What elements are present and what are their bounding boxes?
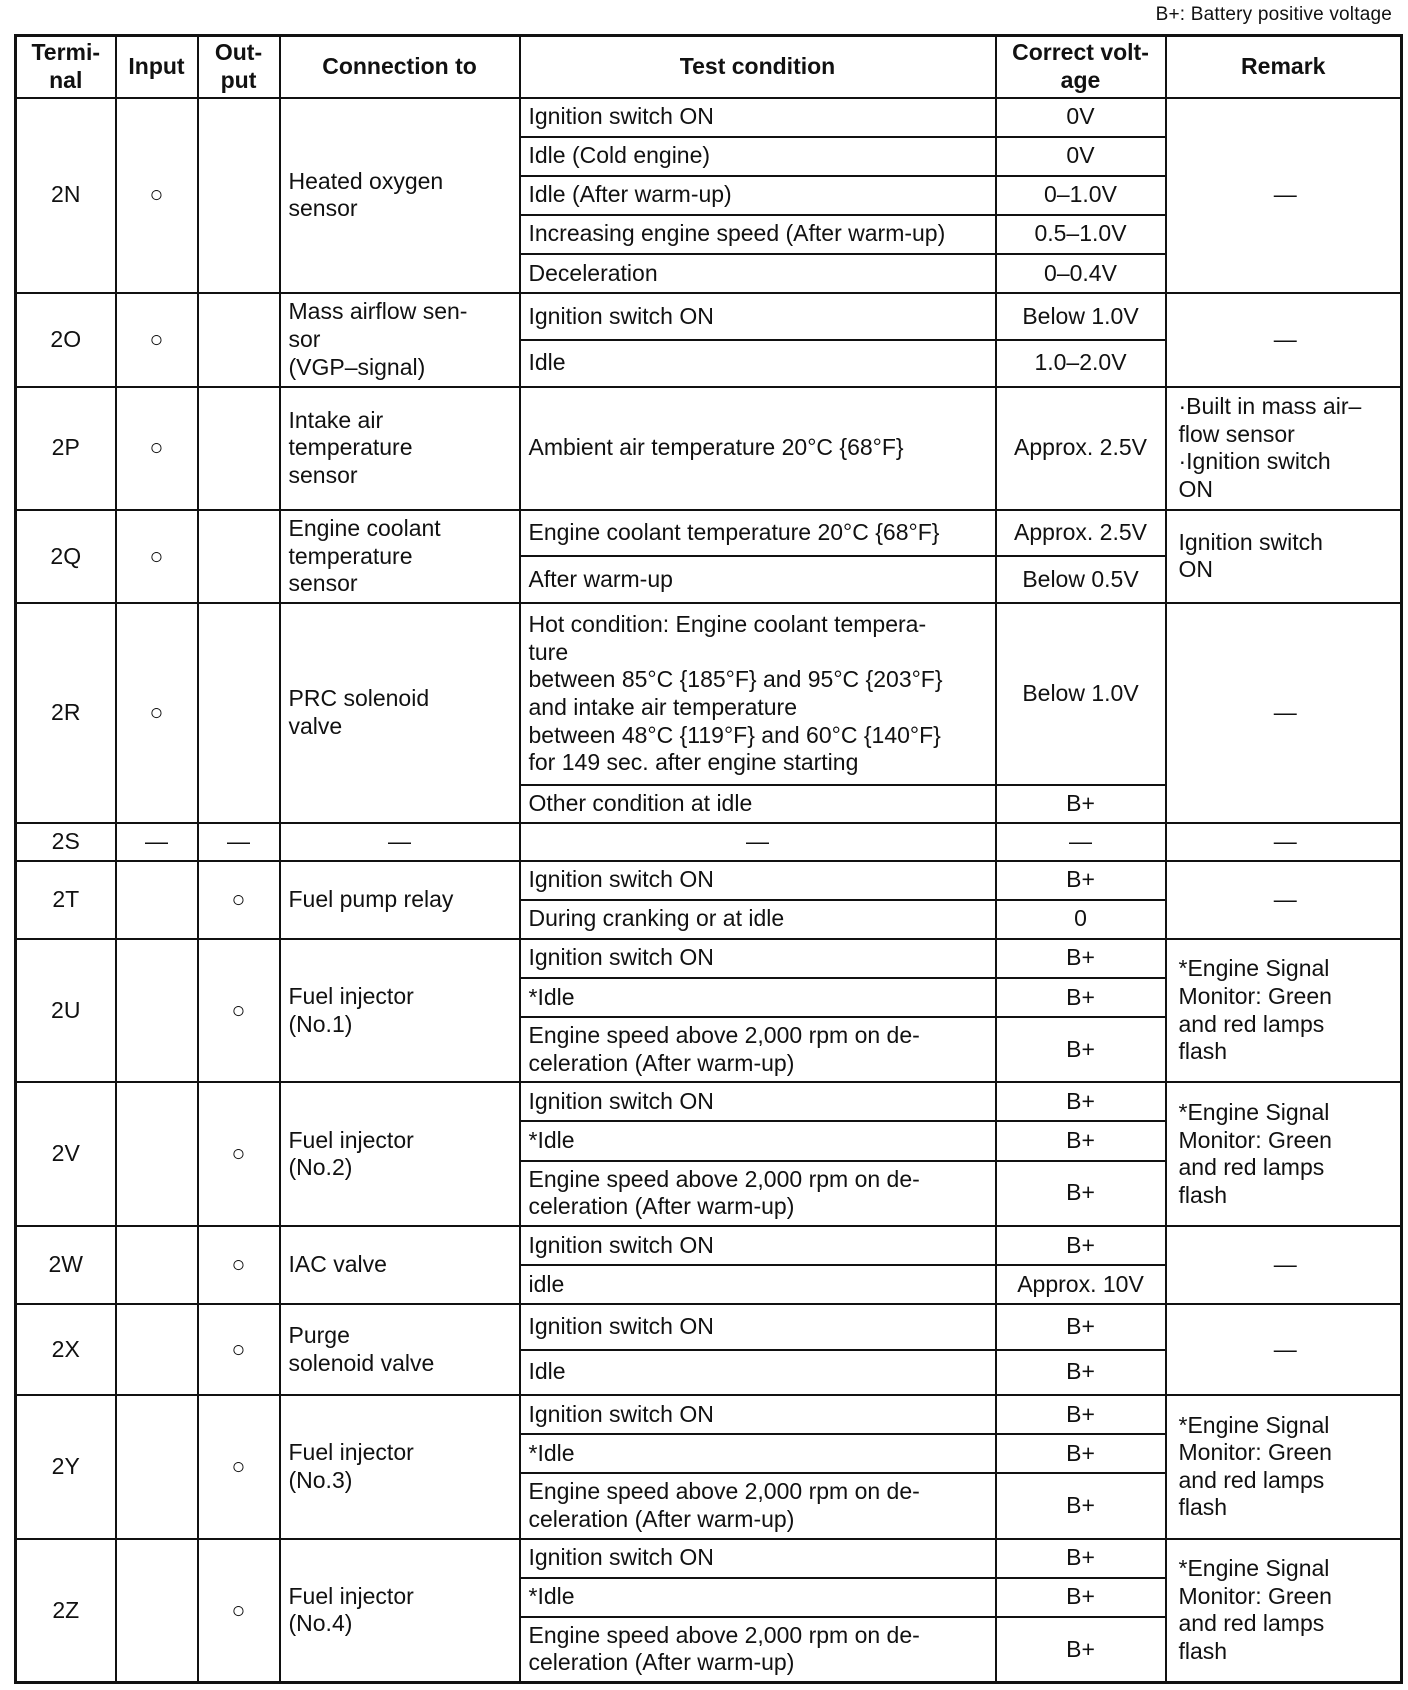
- remark-cell: —: [1166, 1226, 1402, 1304]
- terminal-voltage-table: [14, 34, 1403, 1684]
- test-condition: Ambient air temperature 20°C {68°F}: [520, 387, 996, 510]
- output-mark: ○: [198, 1395, 280, 1539]
- test-condition: Engine coolant temperature 20°C {68°F}: [520, 510, 996, 557]
- connection-cell: Fuel injector (No.1): [280, 939, 520, 1083]
- header-correct-voltage: Correct volt- age: [996, 36, 1166, 98]
- remark-cell: ·Built in mass air– flow sensor ·Ignition switch ON: [1166, 387, 1402, 510]
- legend-note: B+: Battery positive voltage: [1155, 4, 1392, 25]
- correct-voltage: B+: [996, 978, 1166, 1017]
- test-condition: Engine speed above 2,000 rpm on de- celeration (After warm-up): [520, 1017, 996, 1082]
- test-condition: During cranking or at idle: [520, 900, 996, 939]
- input-mark: —: [116, 823, 198, 861]
- test-condition: idle: [520, 1265, 996, 1304]
- remark-cell: Ignition switch ON: [1166, 510, 1402, 604]
- remark-cell: —: [1166, 293, 1402, 387]
- input-mark: ○: [116, 510, 198, 604]
- remark-cell: —: [1166, 603, 1402, 822]
- test-condition: Ignition switch ON: [520, 1304, 996, 1349]
- correct-voltage: B+: [996, 1304, 1166, 1349]
- connection-cell: Engine coolant temperature sensor: [280, 510, 520, 604]
- correct-voltage: B+: [996, 1395, 1166, 1434]
- connection-cell: PRC solenoid valve: [280, 603, 520, 822]
- input-mark: [116, 1082, 198, 1226]
- test-condition: Ignition switch ON: [520, 98, 996, 137]
- test-condition: After warm-up: [520, 556, 996, 603]
- table-row: [16, 1082, 1402, 1121]
- terminal-cell: 2T: [16, 861, 116, 939]
- correct-voltage: —: [996, 823, 1166, 861]
- correct-voltage: Below 1.0V: [996, 293, 1166, 340]
- correct-voltage: B+: [996, 1434, 1166, 1473]
- input-mark: ○: [116, 98, 198, 293]
- correct-voltage: 0–1.0V: [996, 176, 1166, 215]
- input-mark: [116, 861, 198, 939]
- remark-cell: *Engine Signal Monitor: Green and red lamps flash: [1166, 1395, 1402, 1539]
- terminal-cell: 2Z: [16, 1539, 116, 1683]
- test-condition: *Idle: [520, 1578, 996, 1617]
- output-mark: ○: [198, 1226, 280, 1304]
- terminal-cell: 2Y: [16, 1395, 116, 1539]
- correct-voltage: B+: [996, 861, 1166, 900]
- test-condition: Increasing engine speed (After warm-up): [520, 215, 996, 254]
- table-row: [16, 98, 1402, 137]
- correct-voltage: B+: [996, 1578, 1166, 1617]
- header-remark: Remark: [1166, 36, 1402, 98]
- correct-voltage: B+: [996, 1121, 1166, 1160]
- input-mark: [116, 939, 198, 1083]
- terminal-cell: 2S: [16, 823, 116, 861]
- input-mark: ○: [116, 293, 198, 387]
- input-mark: ○: [116, 387, 198, 510]
- input-mark: [116, 1539, 198, 1683]
- correct-voltage: B+: [996, 939, 1166, 978]
- correct-voltage: 1.0–2.0V: [996, 340, 1166, 387]
- correct-voltage: B+: [996, 1617, 1166, 1683]
- connection-cell: Fuel injector (No.2): [280, 1082, 520, 1226]
- correct-voltage: 0V: [996, 137, 1166, 176]
- header-row: [16, 36, 1402, 98]
- correct-voltage: B+: [996, 1017, 1166, 1082]
- output-mark: ○: [198, 861, 280, 939]
- header-input: Input: [116, 36, 198, 98]
- table-row: [16, 823, 1402, 861]
- remark-cell: *Engine Signal Monitor: Green and red lamps flash: [1166, 1539, 1402, 1683]
- test-condition: Ignition switch ON: [520, 939, 996, 978]
- correct-voltage: 0.5–1.0V: [996, 215, 1166, 254]
- table-row: [16, 861, 1402, 900]
- test-condition: Ignition switch ON: [520, 1082, 996, 1121]
- correct-voltage: B+: [996, 1161, 1166, 1226]
- connection-cell: Fuel injector (No.4): [280, 1539, 520, 1683]
- output-mark: [198, 293, 280, 387]
- test-condition: Ignition switch ON: [520, 861, 996, 900]
- correct-voltage: 0: [996, 900, 1166, 939]
- input-mark: [116, 1304, 198, 1395]
- correct-voltage: B+: [996, 1082, 1166, 1121]
- input-mark: [116, 1226, 198, 1304]
- test-condition: Deceleration: [520, 254, 996, 293]
- output-mark: [198, 98, 280, 293]
- test-condition: Engine speed above 2,000 rpm on de- celeration (After warm-up): [520, 1161, 996, 1226]
- output-mark: [198, 510, 280, 604]
- test-condition: Ignition switch ON: [520, 1226, 996, 1265]
- table-row: [16, 603, 1402, 784]
- output-mark: ○: [198, 1539, 280, 1683]
- correct-voltage: Approx. 2.5V: [996, 510, 1166, 557]
- output-mark: [198, 603, 280, 822]
- output-mark: ○: [198, 939, 280, 1083]
- remark-cell: *Engine Signal Monitor: Green and red lamps flash: [1166, 1082, 1402, 1226]
- connection-cell: Fuel pump relay: [280, 861, 520, 939]
- test-condition: *Idle: [520, 1121, 996, 1160]
- header-test-condition: Test condition: [520, 36, 996, 98]
- terminal-cell: 2O: [16, 293, 116, 387]
- connection-cell: IAC valve: [280, 1226, 520, 1304]
- terminal-cell: 2U: [16, 939, 116, 1083]
- test-condition: Ignition switch ON: [520, 293, 996, 340]
- test-condition: Other condition at idle: [520, 785, 996, 823]
- output-mark: [198, 387, 280, 510]
- table-row: [16, 939, 1402, 978]
- test-condition: Ignition switch ON: [520, 1395, 996, 1434]
- test-condition: Idle: [520, 1350, 996, 1395]
- remark-cell: —: [1166, 1304, 1402, 1395]
- correct-voltage: B+: [996, 1473, 1166, 1538]
- header-connection: Connection to: [280, 36, 520, 98]
- correct-voltage: 0–0.4V: [996, 254, 1166, 293]
- correct-voltage: Approx. 10V: [996, 1265, 1166, 1304]
- remark-cell: —: [1166, 823, 1402, 861]
- test-condition: *Idle: [520, 1434, 996, 1473]
- connection-cell: Heated oxygen sensor: [280, 98, 520, 293]
- table-row: [16, 1226, 1402, 1265]
- terminal-cell: 2R: [16, 603, 116, 822]
- test-condition: Hot condition: Engine coolant tempera- ture between 85°C {185°F} and 95°C {203°F} and intake air temperature between 48°C {119°F} and 60°C {140°F} for 149 sec. after engine starting: [520, 603, 996, 784]
- terminal-cell: 2W: [16, 1226, 116, 1304]
- test-condition: *Idle: [520, 978, 996, 1017]
- table-row: [16, 1304, 1402, 1349]
- terminal-cell: 2P: [16, 387, 116, 510]
- test-condition: Engine speed above 2,000 rpm on de- celeration (After warm-up): [520, 1473, 996, 1538]
- test-condition: Idle (After warm-up): [520, 176, 996, 215]
- table-row: [16, 1539, 1402, 1578]
- terminal-cell: 2X: [16, 1304, 116, 1395]
- table-row: [16, 510, 1402, 557]
- header-output: Out- put: [198, 36, 280, 98]
- test-condition: Idle: [520, 340, 996, 387]
- input-mark: [116, 1395, 198, 1539]
- table-row: [16, 1395, 1402, 1434]
- terminal-cell: 2N: [16, 98, 116, 293]
- connection-cell: —: [280, 823, 520, 861]
- test-condition: Idle (Cold engine): [520, 137, 996, 176]
- connection-cell: Purge solenoid valve: [280, 1304, 520, 1395]
- test-condition: Ignition switch ON: [520, 1539, 996, 1578]
- correct-voltage: B+: [996, 1539, 1166, 1578]
- correct-voltage: B+: [996, 1350, 1166, 1395]
- table-row: [16, 293, 1402, 340]
- correct-voltage: Below 1.0V: [996, 603, 1166, 784]
- test-condition: —: [520, 823, 996, 861]
- correct-voltage: B+: [996, 785, 1166, 823]
- connection-cell: Mass airflow sen- sor (VGP–signal): [280, 293, 520, 387]
- input-mark: ○: [116, 603, 198, 822]
- connection-cell: Intake air temperature sensor: [280, 387, 520, 510]
- correct-voltage: Below 0.5V: [996, 556, 1166, 603]
- connection-cell: Fuel injector (No.3): [280, 1395, 520, 1539]
- output-mark: —: [198, 823, 280, 861]
- remark-cell: —: [1166, 861, 1402, 939]
- test-condition: Engine speed above 2,000 rpm on de- celeration (After warm-up): [520, 1617, 996, 1683]
- correct-voltage: Approx. 2.5V: [996, 387, 1166, 510]
- terminal-cell: 2Q: [16, 510, 116, 604]
- correct-voltage: B+: [996, 1226, 1166, 1265]
- terminal-cell: 2V: [16, 1082, 116, 1226]
- output-mark: ○: [198, 1082, 280, 1226]
- output-mark: ○: [198, 1304, 280, 1395]
- table-row: [16, 387, 1402, 510]
- remark-cell: —: [1166, 98, 1402, 293]
- remark-cell: *Engine Signal Monitor: Green and red lamps flash: [1166, 939, 1402, 1083]
- header-terminal: Termi- nal: [16, 36, 116, 98]
- correct-voltage: 0V: [996, 98, 1166, 137]
